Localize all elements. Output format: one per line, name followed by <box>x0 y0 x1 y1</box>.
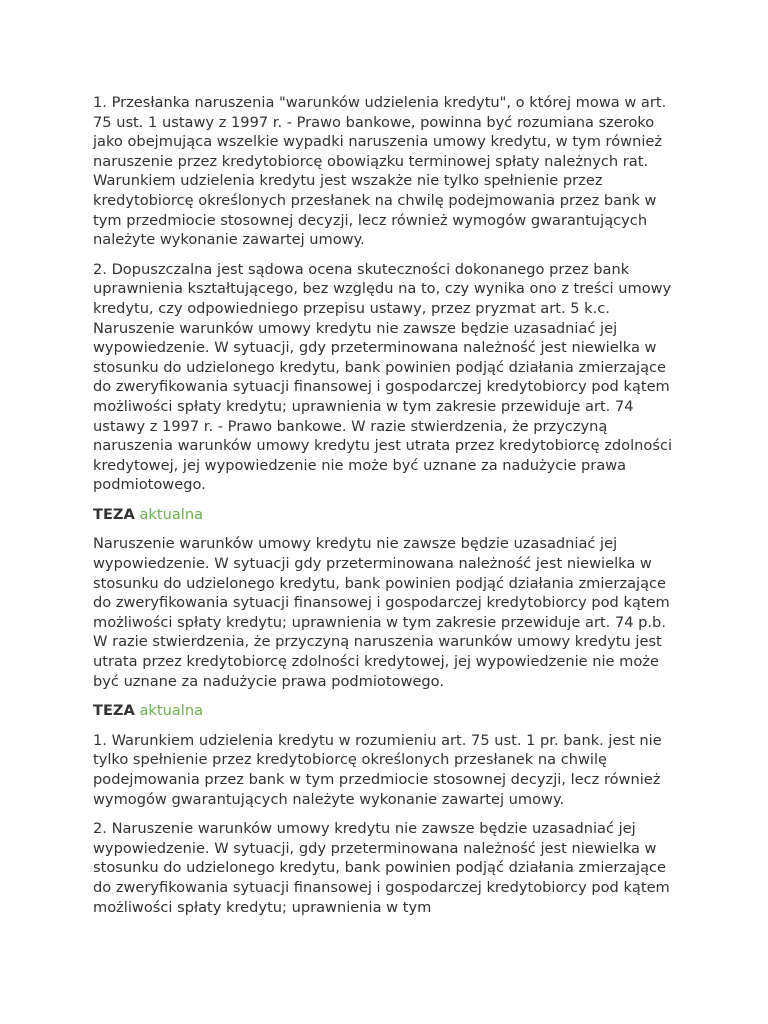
thesis-paragraph-1: 1. Przesłanka naruszenia "warunków udzielenia kredytu", o której mowa w art. 75 ust. 1 ustawy z 1997 r. - Prawo bankowe, powinna być rozumiana szeroko jako obejmująca wszelkie wypadki naruszenia umowy kredytu, w tym również naruszenie przez kredytobiorcę obowiązku terminowej spłaty należnych rat. Warunkiem udzielenia kredytu jest wszakże nie tylko spełnienie przez kredytobiorcę określonych przesłanek na chwilę podejmowania przez bank w tym przedmiocie stosownej decyzji, lecz również wymogów gwarantujących należyte wykonanie zawartej umowy. <box>93 94 667 249</box>
thesis-paragraph-5: 2. Naruszenie warunków umowy kredytu nie zawsze będzie uzasadniać jej wypowiedzenie. W sytuacji, gdy przeterminowana należność jest niewielka w stosunku do udzielonego kredytu, bank powinien podjąć działania zmierzające do zweryfikowania sytuacji finansowej i gospodarczej kredytobiorcy pod kątem możliwości spłaty kredytu; uprawnienia w tym <box>93 820 670 916</box>
thesis-paragraph-4: 1. Warunkiem udzielenia kredytu w rozumieniu art. 75 ust. 1 pr. bank. jest nie tylko spełnienie przez kredytobiorcę określonych przesłanek na chwilę podejmowania przez bank w tym przedmiocie stosownej decyzji, lecz również wymogów gwarantujących należyte wykonanie zawartej umowy. <box>93 731 662 808</box>
teza-label: TEZA <box>93 702 135 720</box>
teza-label: TEZA <box>93 505 135 523</box>
teza-heading-1 <box>93 505 683 525</box>
document-page <box>93 93 683 927</box>
thesis-paragraph-2: 2. Dopuszczalna jest sądowa ocena skuteczności dokonanego przez bank uprawnienia kształtującego, bez względu na to, czy wynika ono z treści umowy kredytu, czy odpowiedniego przepisu ustawy, przez pryzmat art. 5 k.c. Naruszenie warunków umowy kredytu nie zawsze będzie uzasadniać jej wypowiedzenie. W sytuacji, gdy przeterminowana należność jest niewielka w stosunku do udzielonego kredytu, bank powinien podjąć działania zmierzające do zweryfikowania sytuacji finansowej i gospodarczej kredytobiorcy pod kątem możliwości spłaty kredytu; uprawnienia w tym zakresie przewiduje art. 74 ustawy z 1997 r. - Prawo bankowe. W razie stwierdzenia, że przyczyną naruszenia warunków umowy kredytu jest utrata przez kredytobiorcę zdolności kredytowej, jej wypowiedzenie nie może być uznane za nadużycie prawa podmiotowego. <box>93 260 673 494</box>
teza-status: aktualna <box>139 505 204 523</box>
teza-heading-2 <box>93 701 683 721</box>
thesis-paragraph-3: Naruszenie warunków umowy kredytu nie zawsze będzie uzasadniać jej wypowiedzenie. W sytuacji gdy przeterminowana należność jest niewielka w stosunku do udzielonego kredytu, bank powinien podjąć działania zmierzające do zweryfikowania sytuacji finansowej i gospodarczej kredytobiorcy pod kątem możliwości spłaty kredytu; uprawnienia w tym zakresie przewiduje art. 74 p.b. W razie stwierdzenia, że przyczyną naruszenia warunków umowy kredytu jest utrata przez kredytobiorcę zdolności kredytowej, jej wypowiedzenie nie może być uznane za nadużycie prawa podmiotowego. <box>93 535 670 690</box>
teza-status: aktualna <box>139 702 204 720</box>
